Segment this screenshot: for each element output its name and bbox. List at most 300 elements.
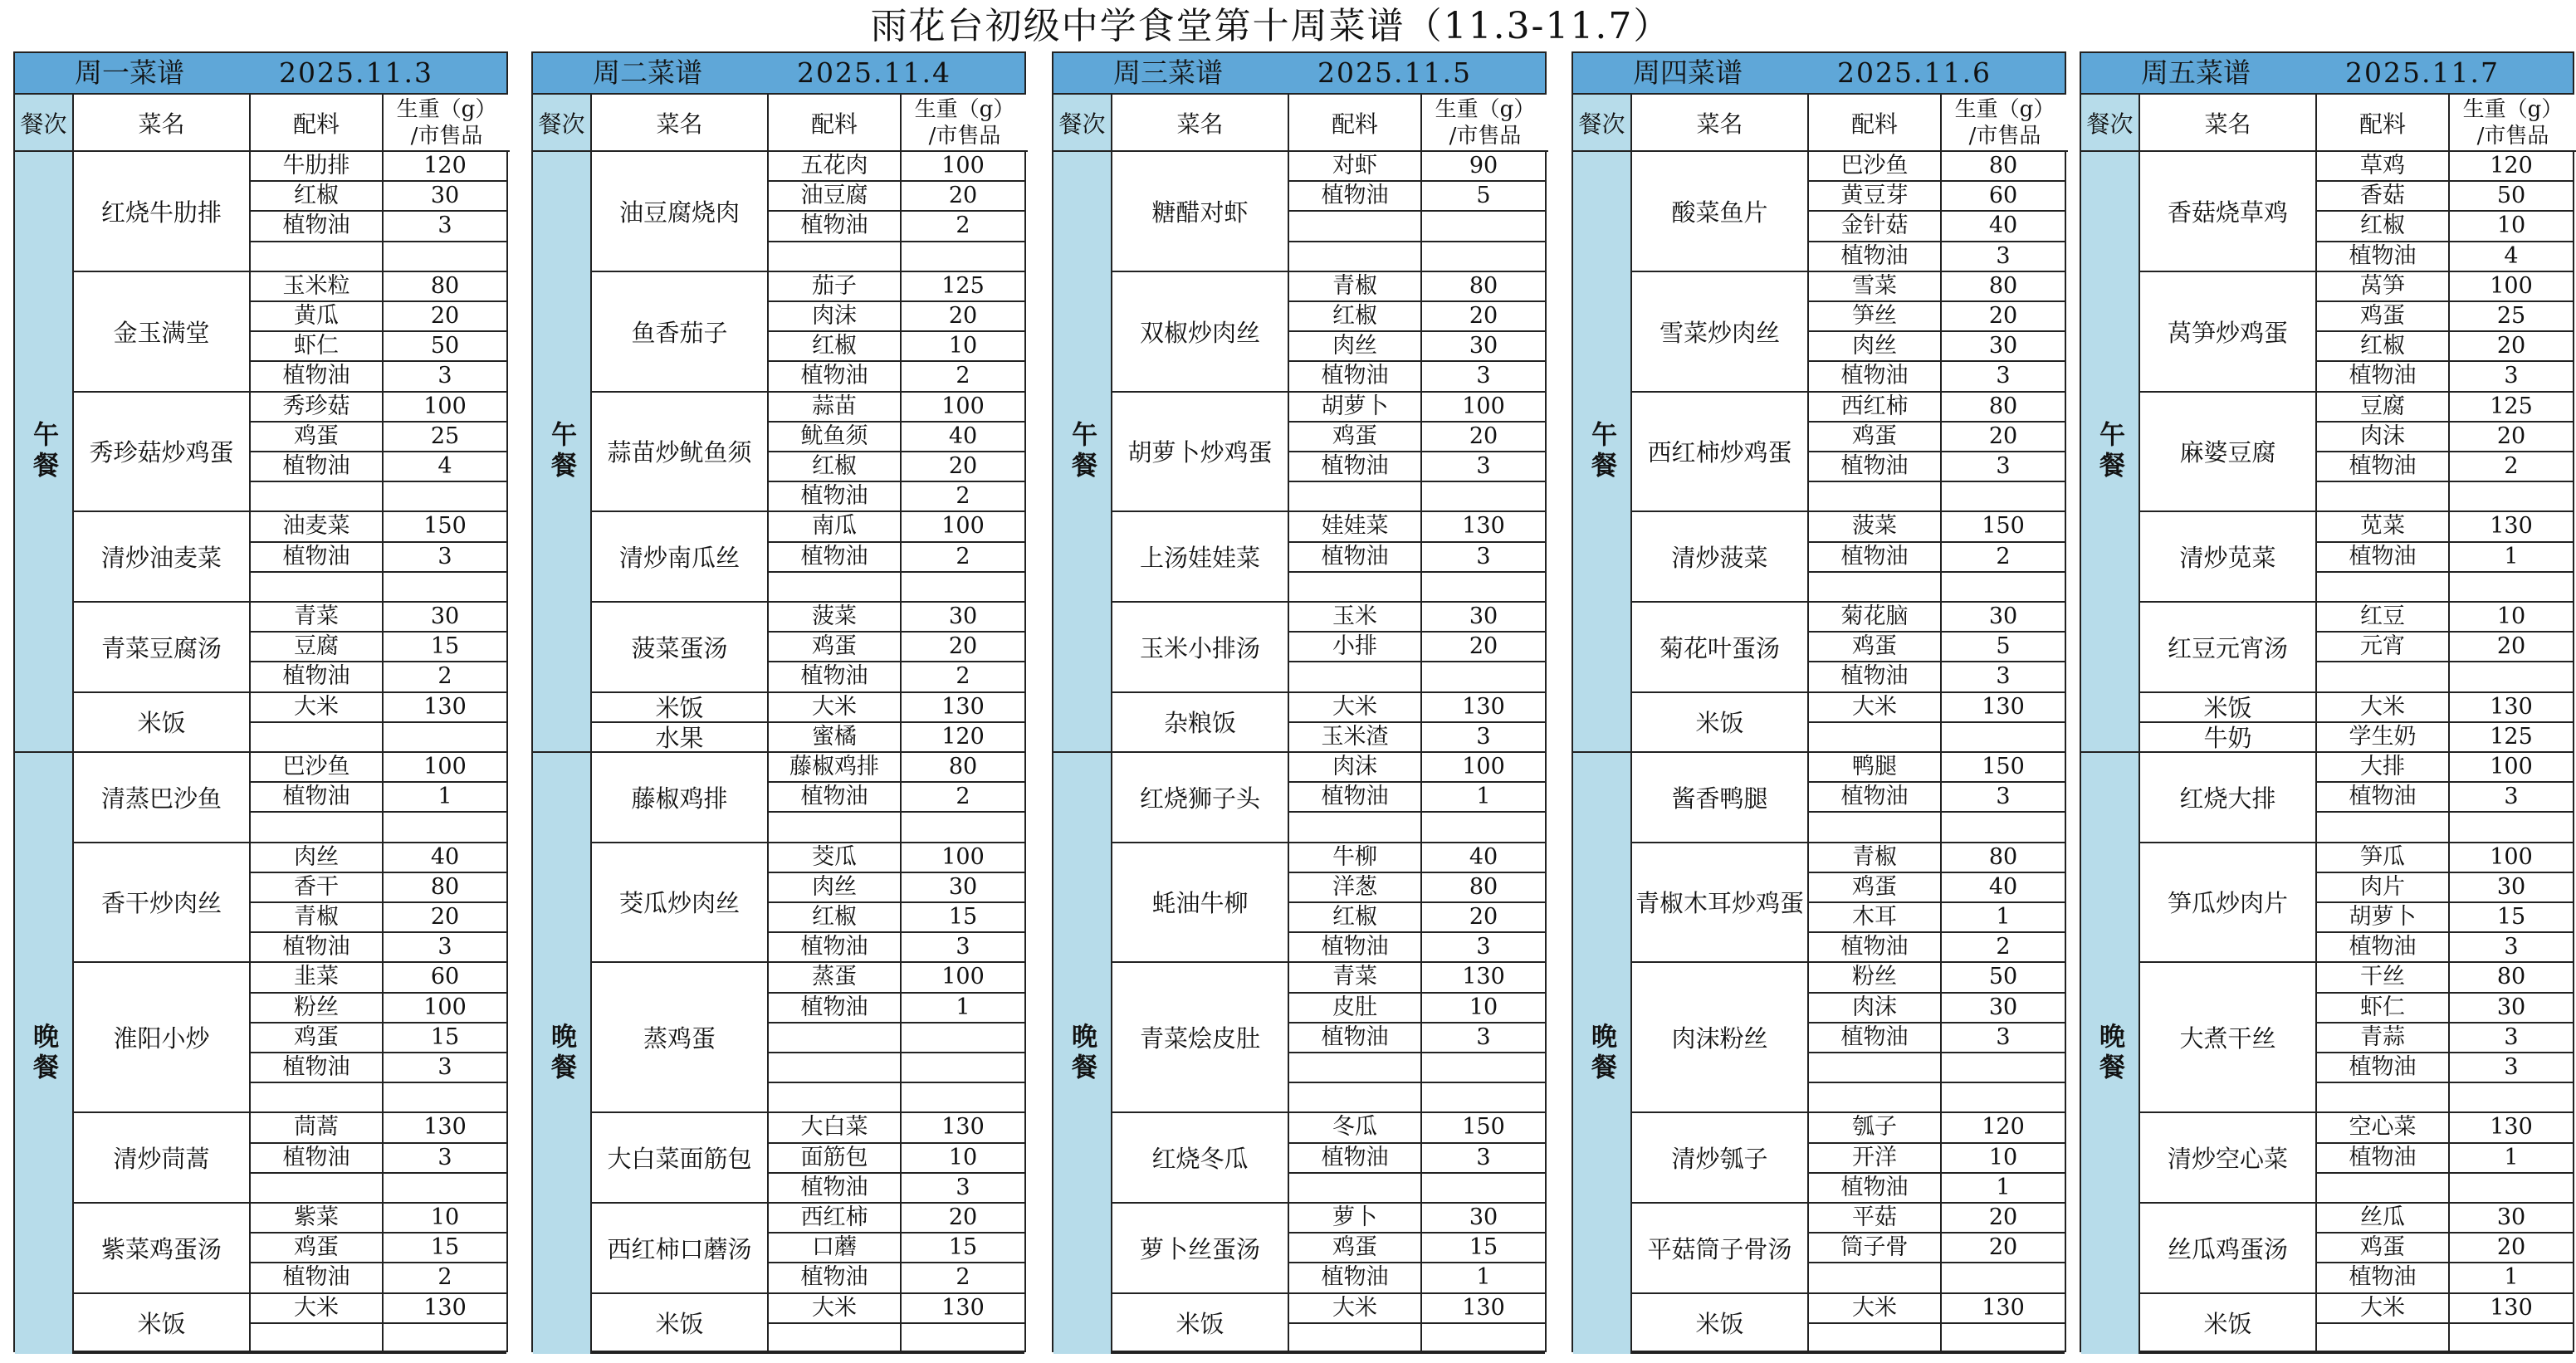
dish-name: 清炒苋菜 xyxy=(2140,512,2317,603)
ingredient-weight: 3 xyxy=(1422,1144,1545,1174)
day-name: 周二菜谱 xyxy=(593,56,702,89)
ingredient-name: 大米 xyxy=(1809,1294,1942,1324)
ingredient-name: 玉米渣 xyxy=(1289,723,1422,753)
ingredient-name: 植物油 xyxy=(769,1174,902,1204)
weight-header-line2: /市售品 xyxy=(928,123,1001,149)
ingredient-weight: 30 xyxy=(1942,603,2065,633)
ingredient-weight xyxy=(1422,1324,1545,1354)
ingredient-name: 开洋 xyxy=(1809,1144,1942,1174)
ingredient-weight: 80 xyxy=(384,272,506,302)
weight-column-header xyxy=(2450,95,2576,152)
ingredient-weight: 130 xyxy=(384,1294,506,1324)
ingredient-weight: 2 xyxy=(902,212,1024,242)
meal-lunch-cell xyxy=(15,152,74,753)
ingredient-name: 鸡蛋 xyxy=(2317,302,2450,332)
dish-name: 胡萝卜炒鸡蛋 xyxy=(1112,393,1289,513)
ingredient-name: 口蘑 xyxy=(769,1234,902,1263)
ingredient-column-header: 配料 xyxy=(769,95,902,152)
weight-header-line1: 生重（g） xyxy=(2462,96,2564,122)
ingredient-name xyxy=(1809,723,1942,753)
ingredient-name: 蜜橘 xyxy=(769,723,902,753)
ingredient-name: 大白菜 xyxy=(769,1113,902,1143)
ingredient-weight: 3 xyxy=(1942,662,2065,692)
ingredient-weight: 5 xyxy=(1422,182,1545,212)
dish-name: 牛奶 xyxy=(2140,723,2317,753)
day-panel xyxy=(1572,51,2066,1352)
ingredient-weight: 30 xyxy=(1942,994,2065,1023)
dish-column-header: 菜名 xyxy=(592,95,769,152)
day-header xyxy=(15,53,506,95)
ingredient-weight: 1 xyxy=(1422,1263,1545,1293)
ingredient-name xyxy=(1289,1174,1422,1204)
ingredient-name: 植物油 xyxy=(2317,242,2450,272)
dish-name: 杂粮饭 xyxy=(1112,693,1289,753)
ingredient-weight: 20 xyxy=(902,1204,1024,1234)
ingredient-name: 植物油 xyxy=(251,543,384,573)
dish-name: 雪菜炒肉丝 xyxy=(1632,272,1809,393)
ingredient-name xyxy=(1289,662,1422,692)
ingredient-weight: 20 xyxy=(1422,633,1545,662)
ingredient-weight: 3 xyxy=(2450,783,2573,813)
ingredient-name: 红椒 xyxy=(2317,332,2450,362)
ingredient-weight xyxy=(2450,573,2573,603)
ingredient-name xyxy=(1289,212,1422,242)
ingredient-weight: 20 xyxy=(2450,423,2573,452)
ingredient-weight: 4 xyxy=(384,452,506,482)
ingredient-weight: 40 xyxy=(1942,212,2065,242)
ingredient-weight: 30 xyxy=(902,603,1024,633)
day-header xyxy=(1573,53,2065,95)
ingredient-weight xyxy=(1942,813,2065,843)
ingredient-name: 虾仁 xyxy=(2317,994,2450,1023)
ingredient-name xyxy=(769,1324,902,1354)
ingredient-name: 植物油 xyxy=(2317,543,2450,573)
ingredient-name: 大米 xyxy=(769,1294,902,1324)
ingredient-name: 鱿鱼须 xyxy=(769,423,902,452)
dish-name: 米饭 xyxy=(592,1294,769,1354)
ingredient-name xyxy=(1809,1324,1942,1354)
ingredient-name: 青蒜 xyxy=(2317,1023,2450,1053)
ingredient-name xyxy=(769,573,902,603)
ingredient-name: 鸡蛋 xyxy=(1289,1234,1422,1263)
ingredient-weight: 40 xyxy=(902,423,1024,452)
dish-name: 青椒木耳炒鸡蛋 xyxy=(1632,843,1809,964)
ingredient-weight: 3 xyxy=(384,1053,506,1083)
dish-name: 米饭 xyxy=(1632,1294,1809,1354)
ingredient-name: 植物油 xyxy=(769,783,902,813)
ingredient-name: 油豆腐 xyxy=(769,182,902,212)
ingredient-name xyxy=(1289,1324,1422,1354)
ingredient-weight: 3 xyxy=(384,362,506,392)
dish-name: 红豆元宵汤 xyxy=(2140,603,2317,693)
ingredient-name: 西红柿 xyxy=(1809,393,1942,423)
ingredient-weight: 3 xyxy=(1422,933,1545,963)
ingredient-weight: 130 xyxy=(1422,693,1545,723)
ingredient-weight: 20 xyxy=(1422,903,1545,933)
ingredient-name: 大米 xyxy=(1289,693,1422,723)
ingredient-name: 植物油 xyxy=(1289,362,1422,392)
ingredient-weight: 80 xyxy=(902,753,1024,783)
meal-lunch-cell xyxy=(2081,152,2140,753)
ingredient-name: 鸭腿 xyxy=(1809,753,1942,783)
ingredient-name: 香干 xyxy=(251,873,384,903)
ingredient-name xyxy=(1809,482,1942,512)
ingredient-weight: 30 xyxy=(902,873,1024,903)
ingredient-weight: 15 xyxy=(2450,903,2573,933)
ingredient-name: 植物油 xyxy=(2317,1263,2450,1293)
day-date: 2025.11.3 xyxy=(279,56,433,89)
dish-name: 酱香鸭腿 xyxy=(1632,753,1809,843)
dish-name: 米饭 xyxy=(1632,693,1809,753)
meal-label: 晚餐 xyxy=(2095,1023,2124,1084)
ingredient-name: 大米 xyxy=(251,693,384,723)
ingredient-name: 菠菜 xyxy=(1809,512,1942,542)
ingredient-weight: 3 xyxy=(2450,1053,2573,1083)
ingredient-name: 青菜 xyxy=(251,603,384,633)
ingredient-weight xyxy=(1942,1324,2065,1354)
ingredient-weight: 3 xyxy=(902,1174,1024,1204)
dish-name: 萝卜丝蛋汤 xyxy=(1112,1204,1289,1294)
ingredient-weight: 2 xyxy=(902,543,1024,573)
ingredient-weight: 130 xyxy=(902,1113,1024,1143)
ingredient-name xyxy=(1289,1083,1422,1113)
day-name: 周五菜谱 xyxy=(2141,56,2251,89)
dish-name: 水果 xyxy=(592,723,769,753)
ingredient-name: 菠菜 xyxy=(769,603,902,633)
meal-lunch-cell xyxy=(1573,152,1632,753)
ingredient-name: 植物油 xyxy=(2317,1144,2450,1174)
day-date: 2025.11.4 xyxy=(797,56,951,89)
ingredient-weight: 3 xyxy=(1942,362,2065,392)
ingredient-name: 空心菜 xyxy=(2317,1113,2450,1143)
ingredient-weight: 130 xyxy=(384,693,506,723)
ingredient-weight xyxy=(902,573,1024,603)
weight-column-header xyxy=(1422,95,1548,152)
dish-name: 大白菜面筋包 xyxy=(592,1113,769,1204)
ingredient-name xyxy=(251,813,384,843)
ingredient-weight: 1 xyxy=(1422,783,1545,813)
ingredient-name: 红椒 xyxy=(1289,903,1422,933)
ingredient-name: 大米 xyxy=(1809,693,1942,723)
dish-name: 米饭 xyxy=(1112,1294,1289,1354)
ingredient-weight: 130 xyxy=(384,1113,506,1143)
ingredient-weight: 20 xyxy=(2450,332,2573,362)
meal-lunch-cell xyxy=(533,152,592,753)
ingredient-name: 青椒 xyxy=(1289,272,1422,302)
day-panel xyxy=(2080,51,2574,1352)
ingredient-name: 植物油 xyxy=(2317,783,2450,813)
meal-label: 晚餐 xyxy=(1067,1023,1097,1084)
ingredient-weight: 120 xyxy=(1942,1113,2065,1143)
day-name: 周四菜谱 xyxy=(1633,56,1743,89)
ingredient-name: 粉丝 xyxy=(251,994,384,1023)
ingredient-name: 植物油 xyxy=(1809,362,1942,392)
ingredient-name: 鸡蛋 xyxy=(251,1023,384,1053)
dish-name: 红烧冬瓜 xyxy=(1112,1113,1289,1204)
ingredient-name: 香菇 xyxy=(2317,182,2450,212)
ingredient-name: 鸡蛋 xyxy=(1289,423,1422,452)
ingredient-name: 植物油 xyxy=(1809,543,1942,573)
ingredient-name: 皮肚 xyxy=(1289,994,1422,1023)
ingredient-weight: 3 xyxy=(384,1144,506,1174)
ingredient-name: 南瓜 xyxy=(769,512,902,542)
ingredient-name: 大米 xyxy=(1289,1294,1422,1324)
ingredient-weight xyxy=(2450,662,2573,692)
dish-name: 双椒炒肉丝 xyxy=(1112,272,1289,393)
ingredient-weight: 3 xyxy=(2450,933,2573,963)
ingredient-weight: 30 xyxy=(1422,1204,1545,1234)
ingredient-weight: 3 xyxy=(1422,1023,1545,1053)
ingredient-weight: 30 xyxy=(2450,1204,2573,1234)
ingredient-name: 肉沫 xyxy=(2317,423,2450,452)
meal-dinner-cell xyxy=(2081,753,2140,1354)
ingredient-weight: 50 xyxy=(1942,963,2065,993)
ingredient-weight: 100 xyxy=(384,393,506,423)
ingredient-name xyxy=(1289,482,1422,512)
ingredient-name: 茄子 xyxy=(769,272,902,302)
dish-name: 清炒瓠子 xyxy=(1632,1113,1809,1204)
weight-header-line2: /市售品 xyxy=(2476,123,2549,149)
ingredient-name: 瓠子 xyxy=(1809,1113,1942,1143)
meal-column-header: 餐次 xyxy=(2081,95,2140,152)
meal-label: 晚餐 xyxy=(28,1023,58,1084)
ingredient-name: 肉丝 xyxy=(769,873,902,903)
ingredient-name: 植物油 xyxy=(769,1263,902,1293)
ingredient-name: 五花肉 xyxy=(769,152,902,182)
ingredient-weight: 30 xyxy=(1422,332,1545,362)
ingredient-name: 鸡蛋 xyxy=(1809,423,1942,452)
dish-name: 清炒南瓜丝 xyxy=(592,512,769,603)
ingredient-name: 豆腐 xyxy=(2317,393,2450,423)
weight-header-line1: 生重（g） xyxy=(1954,96,2055,122)
dish-column-header: 菜名 xyxy=(74,95,251,152)
ingredient-name: 植物油 xyxy=(769,362,902,392)
meal-dinner-cell xyxy=(15,753,74,1354)
ingredient-name: 植物油 xyxy=(1809,242,1942,272)
dish-name: 秀珍菇炒鸡蛋 xyxy=(74,393,251,513)
ingredient-weight: 20 xyxy=(1422,423,1545,452)
ingredient-weight: 100 xyxy=(2450,753,2573,783)
ingredient-name: 植物油 xyxy=(251,933,384,963)
dish-name: 淮阳小炒 xyxy=(74,963,251,1113)
dish-name: 青菜豆腐汤 xyxy=(74,603,251,693)
ingredient-column-header: 配料 xyxy=(1289,95,1422,152)
dish-name: 蒜苗炒鱿鱼须 xyxy=(592,393,769,513)
ingredient-name: 植物油 xyxy=(1289,783,1422,813)
ingredient-name xyxy=(769,242,902,272)
ingredient-weight xyxy=(384,573,506,603)
dish-name: 香菇烧草鸡 xyxy=(2140,152,2317,272)
day-header xyxy=(2081,53,2573,95)
dish-name: 糖醋对虾 xyxy=(1112,152,1289,272)
day-panel xyxy=(13,51,508,1352)
ingredient-name: 玉米粒 xyxy=(251,272,384,302)
ingredient-weight: 3 xyxy=(1422,452,1545,482)
ingredient-name: 植物油 xyxy=(1809,452,1942,482)
ingredient-name: 金针菇 xyxy=(1809,212,1942,242)
ingredient-weight: 15 xyxy=(902,1234,1024,1263)
ingredient-weight xyxy=(2450,813,2573,843)
ingredient-weight: 2 xyxy=(1942,543,2065,573)
dish-name: 油豆腐烧肉 xyxy=(592,152,769,272)
ingredient-weight: 20 xyxy=(2450,1234,2573,1263)
ingredient-name xyxy=(251,242,384,272)
ingredient-name: 植物油 xyxy=(251,452,384,482)
ingredient-weight: 20 xyxy=(384,302,506,332)
ingredient-weight: 15 xyxy=(1422,1234,1545,1263)
ingredient-weight: 150 xyxy=(1942,753,2065,783)
ingredient-name: 植物油 xyxy=(1809,662,1942,692)
ingredient-weight: 2 xyxy=(1942,933,2065,963)
ingredient-name: 大排 xyxy=(2317,753,2450,783)
ingredient-name: 蒜苗 xyxy=(769,393,902,423)
ingredient-name: 植物油 xyxy=(769,543,902,573)
ingredient-name: 玉米 xyxy=(1289,603,1422,633)
ingredient-weight xyxy=(902,1083,1024,1113)
ingredient-name xyxy=(769,1053,902,1083)
ingredient-name: 秀珍菇 xyxy=(251,393,384,423)
ingredient-weight: 3 xyxy=(384,212,506,242)
ingredient-weight: 1 xyxy=(2450,1144,2573,1174)
ingredient-weight: 2 xyxy=(902,482,1024,512)
dish-name: 红烧狮子头 xyxy=(1112,753,1289,843)
ingredient-weight: 30 xyxy=(1422,603,1545,633)
ingredient-weight: 2 xyxy=(902,662,1024,692)
meal-label: 晚餐 xyxy=(1586,1023,1616,1084)
ingredient-weight xyxy=(1422,482,1545,512)
ingredient-weight: 20 xyxy=(1422,302,1545,332)
ingredient-weight: 60 xyxy=(1942,182,2065,212)
ingredient-name: 青椒 xyxy=(1809,843,1942,873)
dish-name: 金玉满堂 xyxy=(74,272,251,393)
ingredient-name: 莴笋 xyxy=(2317,272,2450,302)
ingredient-name: 元宵 xyxy=(2317,633,2450,662)
dish-name: 清炒油麦菜 xyxy=(74,512,251,603)
ingredient-name xyxy=(1809,1083,1942,1113)
ingredient-name: 植物油 xyxy=(769,994,902,1023)
ingredient-weight: 130 xyxy=(1422,512,1545,542)
ingredient-name: 红椒 xyxy=(769,452,902,482)
ingredient-name: 植物油 xyxy=(769,933,902,963)
ingredient-name: 丝瓜 xyxy=(2317,1204,2450,1234)
ingredient-weight xyxy=(1942,1053,2065,1083)
ingredient-weight: 100 xyxy=(902,843,1024,873)
ingredient-name xyxy=(2317,1324,2450,1354)
ingredient-name: 蒸蛋 xyxy=(769,963,902,993)
ingredient-name: 植物油 xyxy=(2317,452,2450,482)
ingredient-name: 苋菜 xyxy=(2317,512,2450,542)
ingredient-weight: 3 xyxy=(1422,723,1545,753)
ingredient-name: 西红柿 xyxy=(769,1204,902,1234)
ingredient-name: 草鸡 xyxy=(2317,152,2450,182)
weight-column-header xyxy=(1942,95,2068,152)
ingredient-weight: 3 xyxy=(2450,362,2573,392)
ingredient-weight: 20 xyxy=(2450,633,2573,662)
ingredient-weight: 100 xyxy=(1422,753,1545,783)
ingredient-weight: 10 xyxy=(2450,212,2573,242)
ingredient-weight: 80 xyxy=(1942,272,2065,302)
ingredient-name: 植物油 xyxy=(2317,933,2450,963)
ingredient-weight: 60 xyxy=(384,963,506,993)
day-date: 2025.11.7 xyxy=(2345,56,2500,89)
ingredient-name xyxy=(1809,1263,1942,1293)
ingredient-name: 娃娃菜 xyxy=(1289,512,1422,542)
ingredient-name: 对虾 xyxy=(1289,152,1422,182)
ingredient-weight: 2 xyxy=(902,783,1024,813)
ingredient-name: 鸡蛋 xyxy=(251,423,384,452)
ingredient-name: 胡萝卜 xyxy=(1289,393,1422,423)
ingredient-name: 豆腐 xyxy=(251,633,384,662)
ingredient-name: 植物油 xyxy=(769,212,902,242)
ingredient-weight: 20 xyxy=(384,903,506,933)
ingredient-weight: 50 xyxy=(2450,182,2573,212)
ingredient-name: 红椒 xyxy=(769,332,902,362)
weight-header-line1: 生重（g） xyxy=(396,96,497,122)
ingredient-weight: 20 xyxy=(1942,1204,2065,1234)
ingredient-name: 植物油 xyxy=(251,1263,384,1293)
day-header xyxy=(1053,53,1545,95)
ingredient-weight xyxy=(902,1324,1024,1354)
ingredient-weight xyxy=(902,813,1024,843)
ingredient-name: 植物油 xyxy=(251,1144,384,1174)
dish-name: 紫菜鸡蛋汤 xyxy=(74,1204,251,1294)
ingredient-weight: 10 xyxy=(902,332,1024,362)
ingredient-weight xyxy=(1422,662,1545,692)
ingredient-weight: 150 xyxy=(384,512,506,542)
ingredient-name xyxy=(251,1324,384,1354)
ingredient-weight: 130 xyxy=(1422,963,1545,993)
dish-name: 西红柿炒鸡蛋 xyxy=(1632,393,1809,513)
ingredient-name xyxy=(251,1174,384,1204)
ingredient-name: 植物油 xyxy=(251,362,384,392)
ingredient-weight xyxy=(384,723,506,753)
ingredient-name: 植物油 xyxy=(1289,182,1422,212)
ingredient-weight: 10 xyxy=(1942,1144,2065,1174)
ingredient-weight: 80 xyxy=(2450,963,2573,993)
weight-header-line2: /市售品 xyxy=(1968,123,2041,149)
dish-name: 笋瓜炒肉片 xyxy=(2140,843,2317,964)
ingredient-weight: 90 xyxy=(1422,152,1545,182)
ingredient-weight: 20 xyxy=(902,452,1024,482)
ingredient-weight: 130 xyxy=(902,1294,1024,1324)
ingredient-name: 植物油 xyxy=(1289,543,1422,573)
dish-name: 青菜烩皮肚 xyxy=(1112,963,1289,1113)
ingredient-weight: 80 xyxy=(1942,843,2065,873)
ingredient-name: 植物油 xyxy=(1289,1023,1422,1053)
ingredient-weight: 130 xyxy=(1422,1294,1545,1324)
ingredient-weight: 100 xyxy=(384,994,506,1023)
ingredient-name: 茼蒿 xyxy=(251,1113,384,1143)
ingredient-name: 笋瓜 xyxy=(2317,843,2450,873)
meal-label: 午餐 xyxy=(1067,421,1097,482)
dish-name: 清蒸巴沙鱼 xyxy=(74,753,251,843)
ingredient-weight xyxy=(2450,1174,2573,1204)
dish-name: 蚝油牛柳 xyxy=(1112,843,1289,964)
ingredient-weight: 100 xyxy=(384,753,506,783)
ingredient-name: 鸡蛋 xyxy=(769,633,902,662)
ingredient-weight: 25 xyxy=(384,423,506,452)
ingredient-weight: 10 xyxy=(1422,994,1545,1023)
dish-name: 米饭 xyxy=(592,693,769,723)
dish-column-header: 菜名 xyxy=(1632,95,1809,152)
ingredient-name: 萝卜 xyxy=(1289,1204,1422,1234)
ingredient-name: 植物油 xyxy=(2317,362,2450,392)
ingredient-weight: 3 xyxy=(1942,783,2065,813)
weight-header-line2: /市售品 xyxy=(410,123,483,149)
weight-header-line1: 生重（g） xyxy=(914,96,1015,122)
ingredient-weight: 80 xyxy=(1422,272,1545,302)
ingredient-name: 植物油 xyxy=(1809,933,1942,963)
